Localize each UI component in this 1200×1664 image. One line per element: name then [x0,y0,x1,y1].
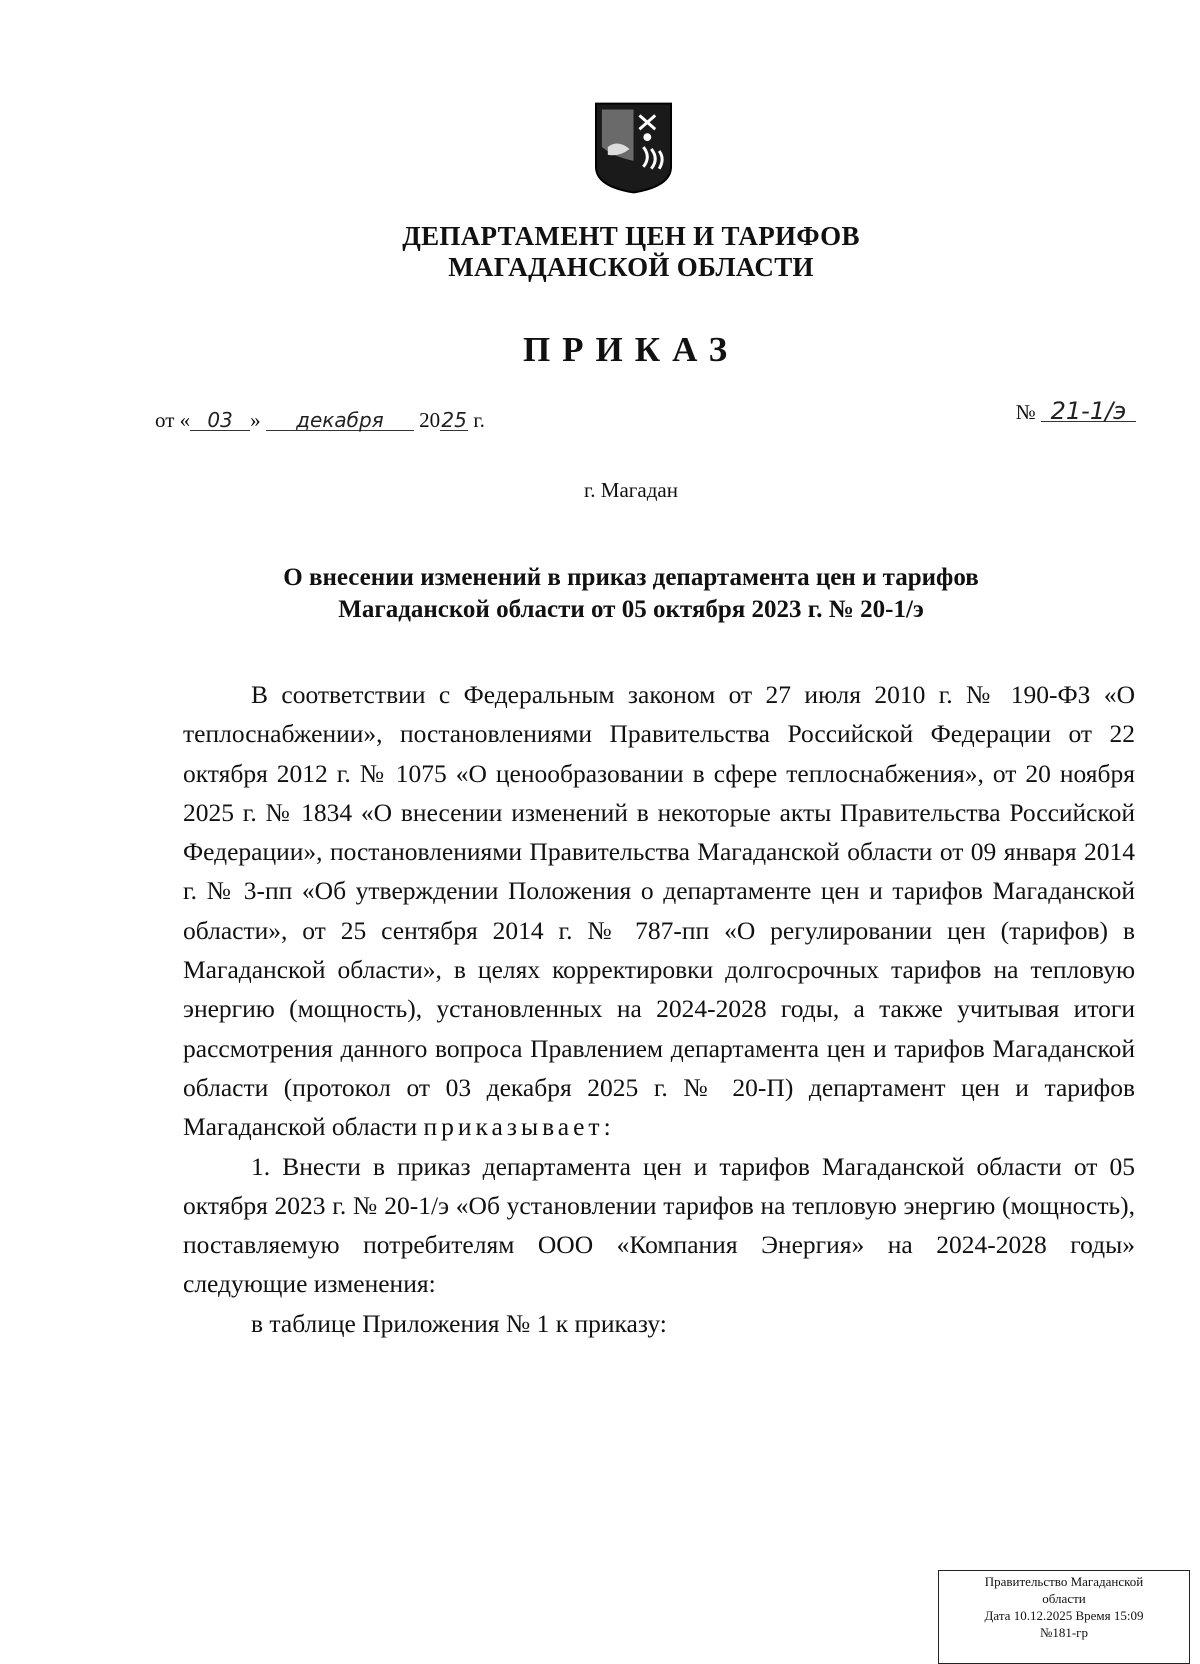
magadan-coat-of-arms-icon [594,101,673,195]
year-unit: г. [473,408,485,432]
year-suffix: 25 [441,408,467,432]
date-month: декабря [266,410,414,431]
order-number [1015,397,1136,425]
date-day: 03 [190,410,250,431]
decree-word: приказывает: [423,1112,615,1142]
item-1-sub: в таблице Приложения № 1 к приказу: [251,1308,667,1338]
subject-line-2: Магаданской области от 05 октября 2023 г. № 20-1/э [338,596,924,623]
stamp-line-1: Правительство Магаданской [984,1574,1144,1589]
subject-line-1: О внесении изменений в приказ департамента цен и тарифов [283,564,979,591]
stamp-line-4: №181-гр [1039,1625,1089,1640]
stamp-line-2: области [1042,1591,1086,1606]
department-name-line-1: ДЕПАРТАМЕНТ ЦЕН И ТАРИФОВ [402,221,860,251]
number-prefix: № [1015,400,1036,424]
date-separator: » [250,408,261,432]
stamp-line-3: Дата 10.12.2025 Время 15:09 [984,1608,1144,1623]
department-name-line-2: МАГАДАНСКОЙ ОБЛАСТИ [448,252,814,282]
city: г. Магадан [584,478,678,502]
preamble-text: В соответствии с Федеральным законом от 27 июля 2010 г. № 190-ФЗ «О теплоснабжении», постановлениями Правительства Российской Федерации от 22 октября 2012 г. № 1075 «О ценообразовании в сфере теплоснабжения», от 20 ноября 2025 г. № 1834 «О внесении изменений в некоторые акты Правительства Российской Федерации», постановлениями Правительства Магаданской области от 09 января 2014 г. № 3-пп «Об утверждении Положения о департаменте цен и тарифов Магаданской области», от 25 сентября 2014 г. № 787-пп «О регулировании цен (тарифов) в Магаданской области», в целях корректировки долгосрочных тарифов на тепловую энергию (мощность), установленных на 2024-2028 годы, а также учитывая итоги рассмотрения данного вопроса Правлением департамента цен и тарифов Магаданской области (протокол от 03 декабря 2025 г. № 20-П) департамент цен и тарифов Магаданской области [183,680,1135,1142]
year-prefix: 20 [419,408,441,432]
document-body [183,675,1135,1343]
registration-stamp [938,1570,1190,1664]
number-value: 21-1/э [1041,401,1136,422]
order-date [155,408,485,433]
item-1: 1. Внести в приказ департамента цен и тарифов Магаданской области от 05 октября 2023 г. № 20-1/э «Об установлении тарифов на тепловую энергию (мощность), поставляемую потребителям ООО «Компания Энергия» на 2024-2028 годы» следующие изменения: [183,1151,1135,1299]
date-prefix: от « [155,408,191,432]
preamble-paragraph [183,675,1135,1147]
document-type-title: ПРИКАЗ [522,330,740,369]
